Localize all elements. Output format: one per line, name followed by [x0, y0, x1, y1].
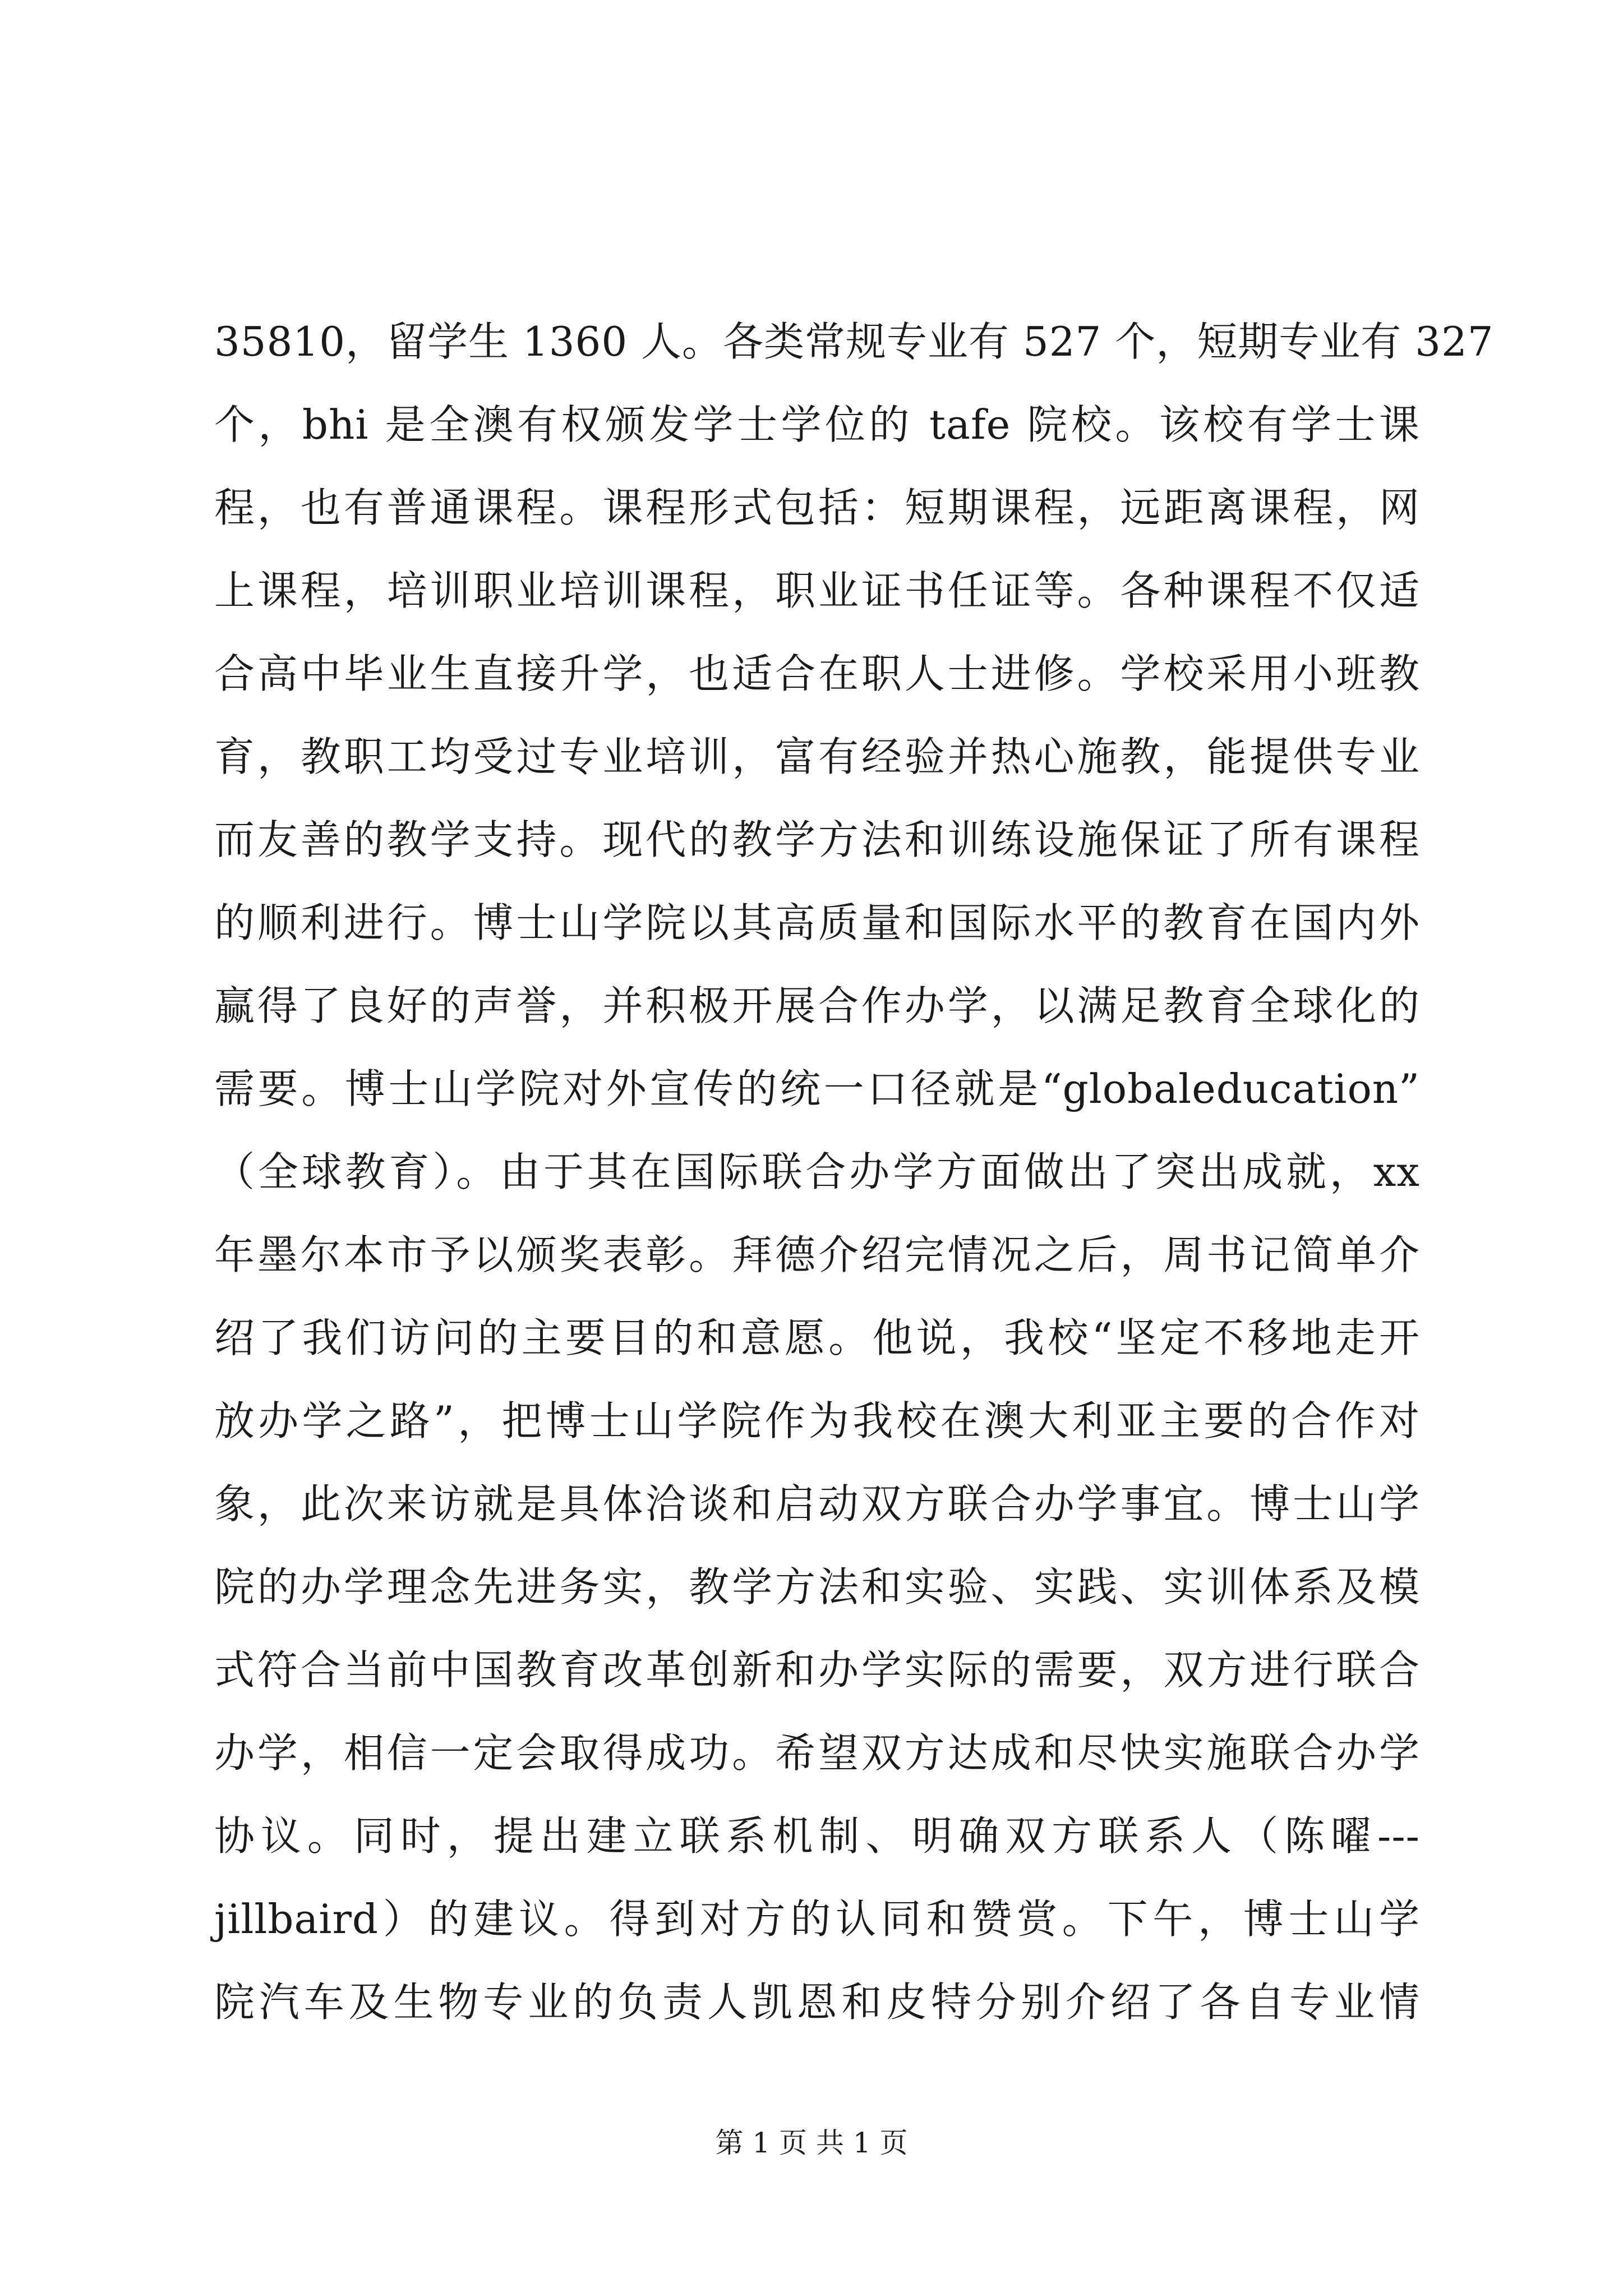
text-line: 的顺利进行。博士山学院以其高质量和国际水平的教育在国内外: [214, 899, 1420, 946]
text-line: （全球教育）。由于其在国际联合办学方面做出了突出成就，xx: [214, 1148, 1420, 1195]
text-line: 院汽车及生物专业的负责人凯恩和皮特分别介绍了各自专业情: [214, 1978, 1420, 2026]
text-line: 个，bhi 是全澳有权颁发学士学位的 tafe 院校。该校有学士课: [214, 401, 1420, 448]
text-line: jillbaird）的建议。得到对方的认同和赞赏。下午，博士山学: [214, 1895, 1420, 1943]
text-line: 协议。同时，提出建立联系机制、明确双方联系人（陈曜---: [214, 1812, 1420, 1860]
text-line: 需要。博士山学院对外宣传的统一口径就是“globaleducation”: [214, 1065, 1420, 1112]
text-line: 程，也有普通课程。课程形式包括：短期课程，远距离课程，网: [214, 484, 1420, 531]
text-line: 式符合当前中国教育改革创新和办学实际的需要，双方进行联合: [214, 1646, 1420, 1694]
text-line: 年墨尔本市予以颁奖表彰。拜德介绍完情况之后，周书记简单介: [214, 1231, 1420, 1278]
body-text: [214, 300, 1494, 2044]
text-line: 放办学之路”，把博士山学院作为我校在澳大利亚主要的合作对: [214, 1397, 1420, 1444]
text-line: 院的办学理念先进务实，教学方法和实验、实践、实训体系及模: [214, 1563, 1420, 1611]
text-line: 象，此次来访就是具体洽谈和启动双方联合办学事宜。博士山学: [214, 1480, 1420, 1527]
text-line: 合高中毕业生直接升学，也适合在职人士进修。学校采用小班教: [214, 650, 1420, 697]
page-footer: 第 1 页 共 1 页: [715, 2127, 908, 2159]
text-line: 上课程，培训职业培训课程，职业证书任证等。各种课程不仅适: [214, 567, 1420, 614]
text-line: 赢得了良好的声誉，并积极开展合作办学，以满足教育全球化的: [214, 982, 1420, 1029]
text-line: 绍了我们访问的主要目的和意愿。他说，我校“坚定不移地走开: [214, 1314, 1420, 1361]
text-line: 办学，相信一定会取得成功。希望双方达成和尽快实施联合办学: [214, 1729, 1420, 1777]
text-line: 35810，留学生 1360 人。各类常规专业有 527 个，短期专业有 327: [214, 318, 1494, 365]
text-line: 而友善的教学支持。现代的教学方法和训练设施保证了所有课程: [214, 816, 1420, 863]
text-line: 育，教职工均受过专业培训，富有经验并热心施教，能提供专业: [214, 733, 1420, 780]
